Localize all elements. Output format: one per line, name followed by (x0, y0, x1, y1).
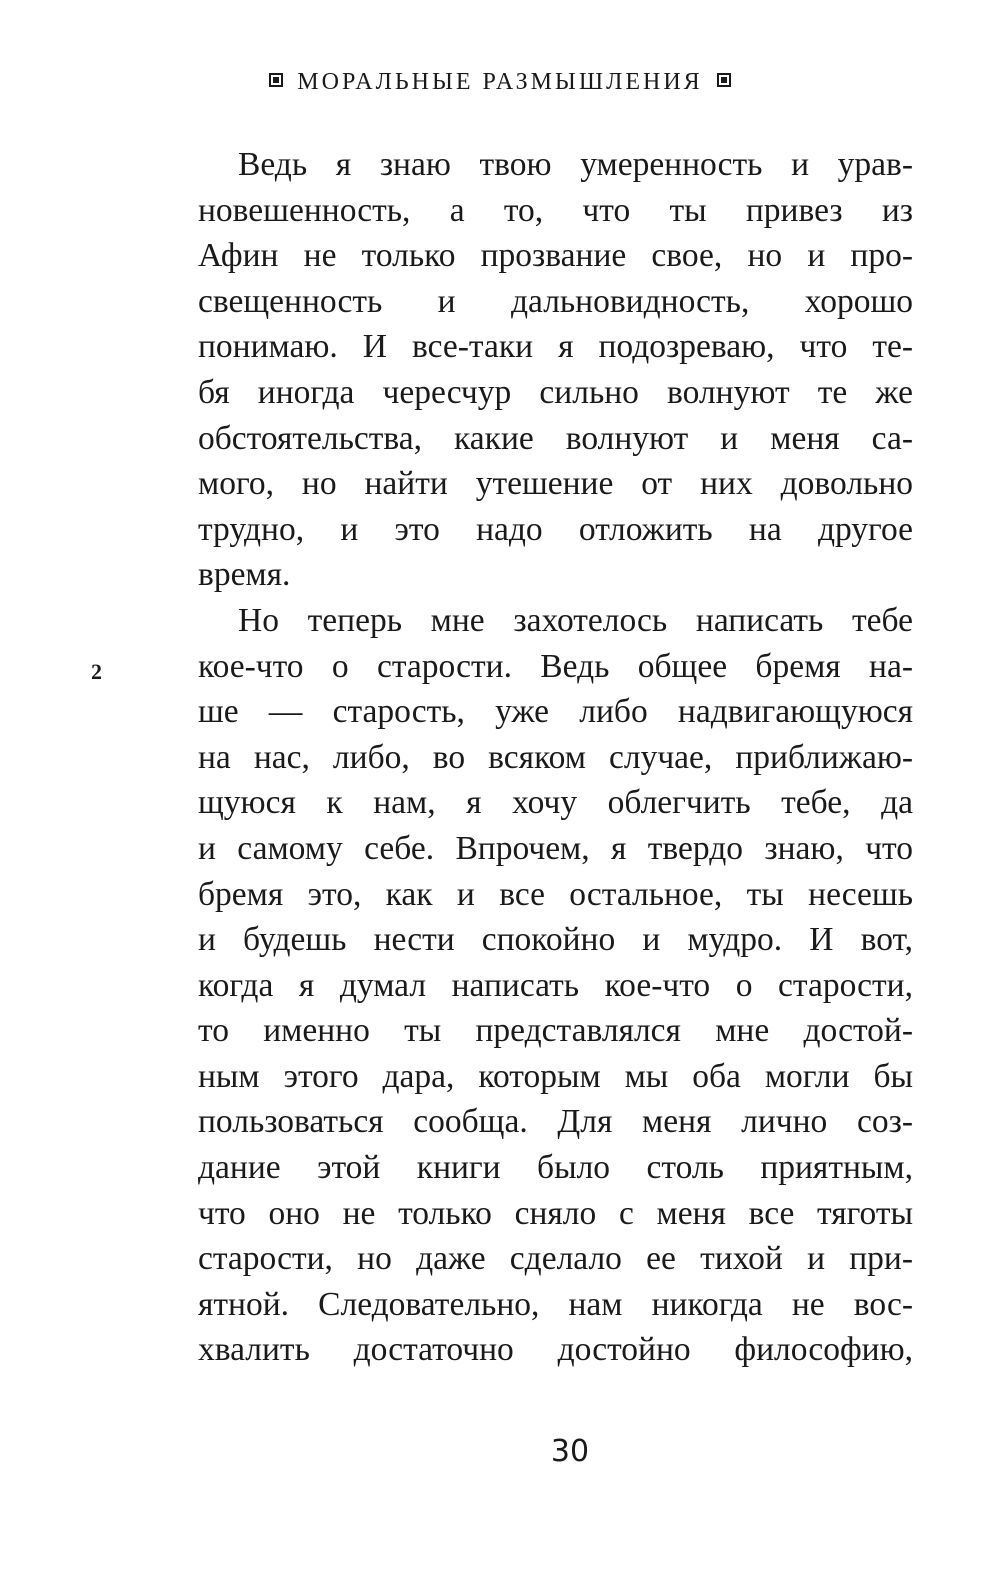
section-margin-number: 2 (91, 659, 102, 684)
text-line: новешенность, а то, что ты привез из (198, 191, 913, 229)
text-line: Но теперь мне захотелось написать тебе (238, 601, 913, 639)
text-line: то именно ты представлялся мне достой- (198, 1012, 913, 1050)
text-line: Афин не только прозвание свое, но и про- (198, 237, 913, 275)
text-line: ше — старость, уже либо надвигающуюся (198, 693, 913, 731)
text-line: дание этой книги было столь приятным, (198, 1149, 913, 1187)
text-line: щуюся к нам, я хочу облегчить тебе, да (198, 784, 913, 822)
text-line: хвалить достаточно достойно философию, (198, 1331, 913, 1369)
text-line: старости, но даже сделало ее тихой и при- (198, 1240, 913, 1278)
text-line: и будешь нести спокойно и мудро. И вот, (198, 921, 913, 959)
text-line: и самому себе. Впрочем, я твердо знаю, что (198, 829, 913, 867)
text-line: что оно не только сняло с меня все тяготы (198, 1194, 913, 1232)
running-head (0, 66, 1000, 98)
page-number: 30 (550, 1434, 590, 1469)
running-title: МОРАЛЬНЫЕ РАЗМЫШЛЕНИЯ (297, 69, 703, 95)
ornament-right-icon (717, 73, 731, 87)
text-line: бремя это, как и все остальное, ты несешь (198, 875, 913, 913)
text-line: бя иногда чересчур сильно волнуют те же (198, 373, 913, 411)
text-line: на нас, либо, во всяком случае, приближаю- (198, 738, 913, 776)
text-line: мого, но найти утешение от них довольно (198, 465, 913, 503)
text-line: ным этого дара, которым мы оба могли бы (198, 1057, 913, 1095)
paragraph-1 (198, 142, 913, 598)
body-text (198, 142, 913, 1373)
text-line: понимаю. И все-таки я подозреваю, что те- (198, 328, 913, 366)
text-line: кое-что о старости. Ведь общее бремя на- (198, 647, 913, 685)
text-line: ятной. Следовательно, нам никогда не вос- (198, 1285, 913, 1323)
paragraph-2 (198, 598, 913, 1373)
text-line: Ведь я знаю твою умеренность и урав- (238, 146, 913, 183)
text-line: пользоваться сообща. Для меня лично соз- (198, 1103, 913, 1141)
text-line: время. (198, 556, 291, 594)
ornament-left-icon (269, 73, 283, 87)
text-line: обстоятельства, какие волнуют и меня са- (198, 419, 913, 457)
text-line: когда я думал написать кое-что о старости, (198, 966, 913, 1004)
text-line: свещенность и дальновидность, хорошо (198, 282, 913, 320)
text-line: трудно, и это надо отложить на другое (198, 510, 913, 548)
